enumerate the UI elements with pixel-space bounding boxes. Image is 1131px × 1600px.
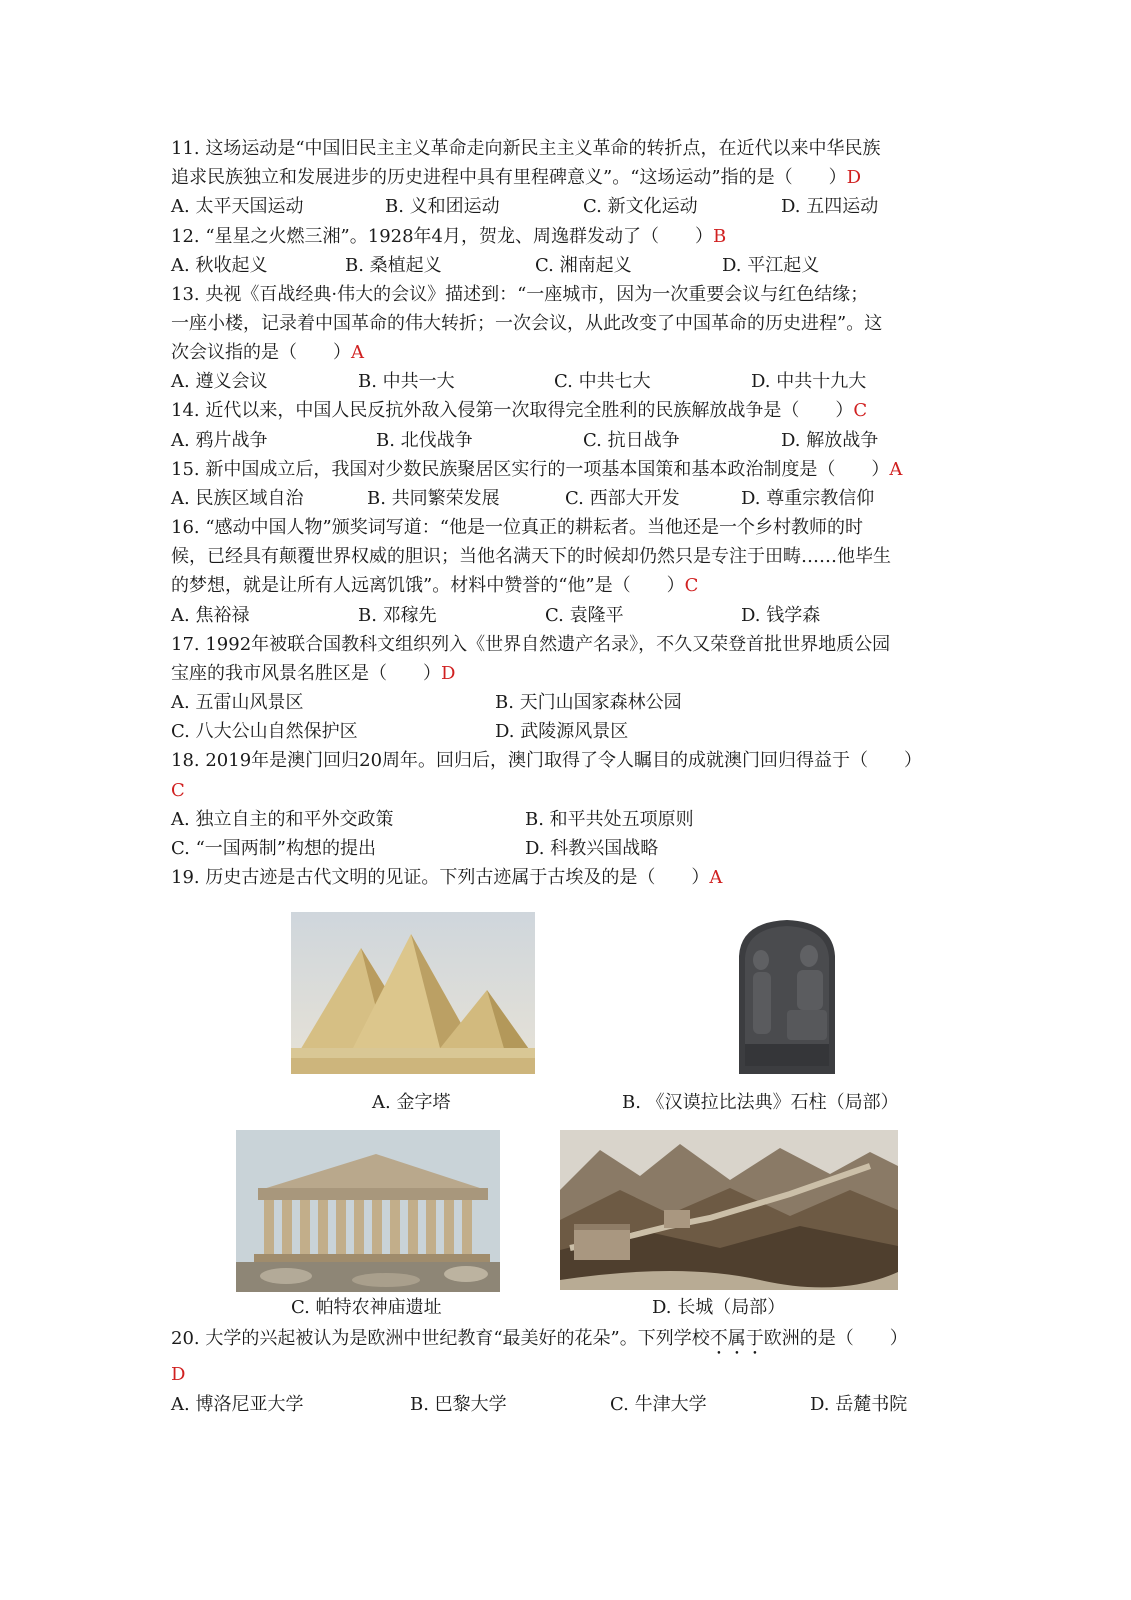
q11-option-b: B. 义和团运动 (385, 196, 500, 217)
q16-option-d: D. 钱学森 (741, 605, 821, 626)
q14-option-b: B. 北伐战争 (376, 430, 473, 451)
q13-option-a: A. 遵义会议 (171, 371, 268, 392)
q20-line1 (171, 1328, 908, 1359)
great-wall-image (560, 1130, 898, 1290)
q13-line1: 13. 央视《百战经典·伟大的会议》描述到：“一座城市，因为一次重要会议与红色结缘； (171, 284, 869, 305)
q17-option-d: D. 武陵源风景区 (495, 721, 629, 742)
caption-c: C. 帕特农神庙遗址 (291, 1297, 442, 1318)
q12-option-b: B. 桑植起义 (345, 255, 442, 276)
pyramids-image (291, 912, 535, 1074)
q14-option-a: A. 鸦片战争 (171, 430, 268, 451)
q14-answer: C (853, 400, 868, 421)
q17-answer: D (441, 663, 456, 684)
q17-option-c: C. 八大公山自然保护区 (171, 721, 358, 742)
q14-option-d: D. 解放战争 (781, 430, 879, 451)
q13-option-c: C. 中共七大 (554, 371, 651, 392)
q17-option-b: B. 天门山国家森林公园 (495, 692, 682, 713)
q19-line1 (171, 867, 722, 889)
q11-line2 (171, 167, 861, 189)
parthenon-image (236, 1130, 500, 1292)
q13-line3-text: 次会议指的是（ ） (171, 342, 351, 363)
q20-option-a: A. 博洛尼亚大学 (171, 1394, 304, 1415)
q20-line1-text-c: 欧洲的是（ ） (763, 1328, 908, 1349)
q20-line1-text-a: 20. 大学的兴起被认为是欧洲中世纪教育“最美好的花朵”。下列学校 (171, 1328, 710, 1349)
q14-line1 (171, 400, 867, 422)
q16-line1: 16. “感动中国人物”颁奖词写道：“他是一位真正的耕耘者。当他还是一个乡村教师的时 (171, 517, 863, 538)
q13-line2: 一座小楼，记录着中国革命的伟大转折；一次会议，从此改变了中国革命的历史进程”。这 (171, 313, 883, 334)
q17-line2 (171, 663, 455, 685)
q18-option-d: D. 科教兴国战略 (525, 838, 659, 859)
q16-line3 (171, 575, 698, 597)
q17-line1: 17. 1992年被联合国教科文组织列入《世界自然遗产名录》，不久又荣登首批世界地质公园 (171, 634, 891, 655)
q18-option-b: B. 和平共处五项原则 (525, 809, 694, 830)
q20-option-b: B. 巴黎大学 (410, 1394, 507, 1415)
caption-a: A. 金字塔 (372, 1092, 451, 1113)
q11-line1: 11. 这场运动是“中国旧民主主义革命走向新民主主义革命的转折点，在近代以来中华民族 (171, 138, 881, 159)
q15-option-b: B. 共同繁荣发展 (367, 488, 500, 509)
q16-line3-text: 的梦想，就是让所有人远离饥饿”。材料中赞誉的“他”是（ ） (171, 575, 685, 596)
q13-line3 (171, 342, 364, 364)
q17-option-a: A. 五雷山风景区 (171, 692, 304, 713)
q16-option-b: B. 邓稼先 (358, 605, 437, 626)
q12-option-a: A. 秋收起义 (171, 255, 268, 276)
q20-answer: D (171, 1364, 186, 1385)
q19-line1-text: 19. 历史古迹是古代文明的见证。下列古迹属于古埃及的是（ ） (171, 867, 710, 888)
q13-option-b: B. 中共一大 (358, 371, 455, 392)
q13-answer: A (351, 342, 364, 363)
q20-emphasis: 不属于 (709, 1328, 764, 1349)
q15-line1-text: 15. 新中国成立后，我国对少数民族聚居区实行的一项基本国策和基本政治制度是（ ） (171, 459, 890, 480)
caption-d: D. 长城（局部） (652, 1297, 786, 1318)
q16-line2: 候，已经具有颠覆世界权威的胆识；当他名满天下的时候却仍然只是专注于田畴……他毕生 (171, 546, 891, 567)
q12-line1-text: 12. “星星之火燃三湘”。1928年4月，贺龙、周逸群发动了（ ） (171, 226, 714, 247)
q19-answer: A (709, 867, 723, 888)
q20-option-d: D. 岳麓书院 (810, 1394, 908, 1415)
q17-line2-text: 宝座的我市风景名胜区是（ ） (171, 663, 441, 684)
q11-line2-text: 追求民族独立和发展进步的历史进程中具有里程碑意义”。“这场运动”指的是（ ） (171, 167, 847, 188)
q18-option-a: A. 独立自主的和平外交政策 (171, 809, 394, 830)
q15-answer: A (889, 459, 903, 480)
q11-option-d: D. 五四运动 (781, 196, 879, 217)
q14-line1-text: 14. 近代以来，中国人民反抗外敌入侵第一次取得完全胜利的民族解放战争是（ ） (171, 400, 854, 421)
q15-option-d: D. 尊重宗教信仰 (741, 488, 875, 509)
q12-option-c: C. 湘南起义 (535, 255, 632, 276)
q15-line1 (171, 459, 902, 481)
hammurabi-stele-image (733, 916, 841, 1074)
q15-option-a: A. 民族区域自治 (171, 488, 304, 509)
q14-option-c: C. 抗日战争 (583, 430, 680, 451)
q15-option-c: C. 西部大开发 (565, 488, 680, 509)
q16-answer: C (684, 575, 699, 596)
q16-option-c: C. 袁隆平 (545, 605, 624, 626)
q12-answer: B (713, 226, 727, 247)
q12-line1 (171, 226, 726, 248)
q13-option-d: D. 中共十九大 (751, 371, 867, 392)
caption-b: B. 《汉谟拉比法典》石柱（局部） (622, 1092, 899, 1113)
q11-answer: D (846, 167, 862, 188)
q20-option-c: C. 牛津大学 (610, 1394, 707, 1415)
q11-option-c: C. 新文化运动 (583, 196, 698, 217)
q12-option-d: D. 平江起义 (722, 255, 820, 276)
q18-line1: 18. 2019年是澳门回归20周年。回归后，澳门取得了令人瞩目的成就澳门回归得益于（ ） (171, 750, 923, 771)
q16-option-a: A. 焦裕禄 (171, 605, 250, 626)
q11-option-a: A. 太平天国运动 (171, 196, 304, 217)
q18-answer: C (171, 780, 185, 801)
q18-option-c: C. “一国两制”构想的提出 (171, 838, 376, 859)
